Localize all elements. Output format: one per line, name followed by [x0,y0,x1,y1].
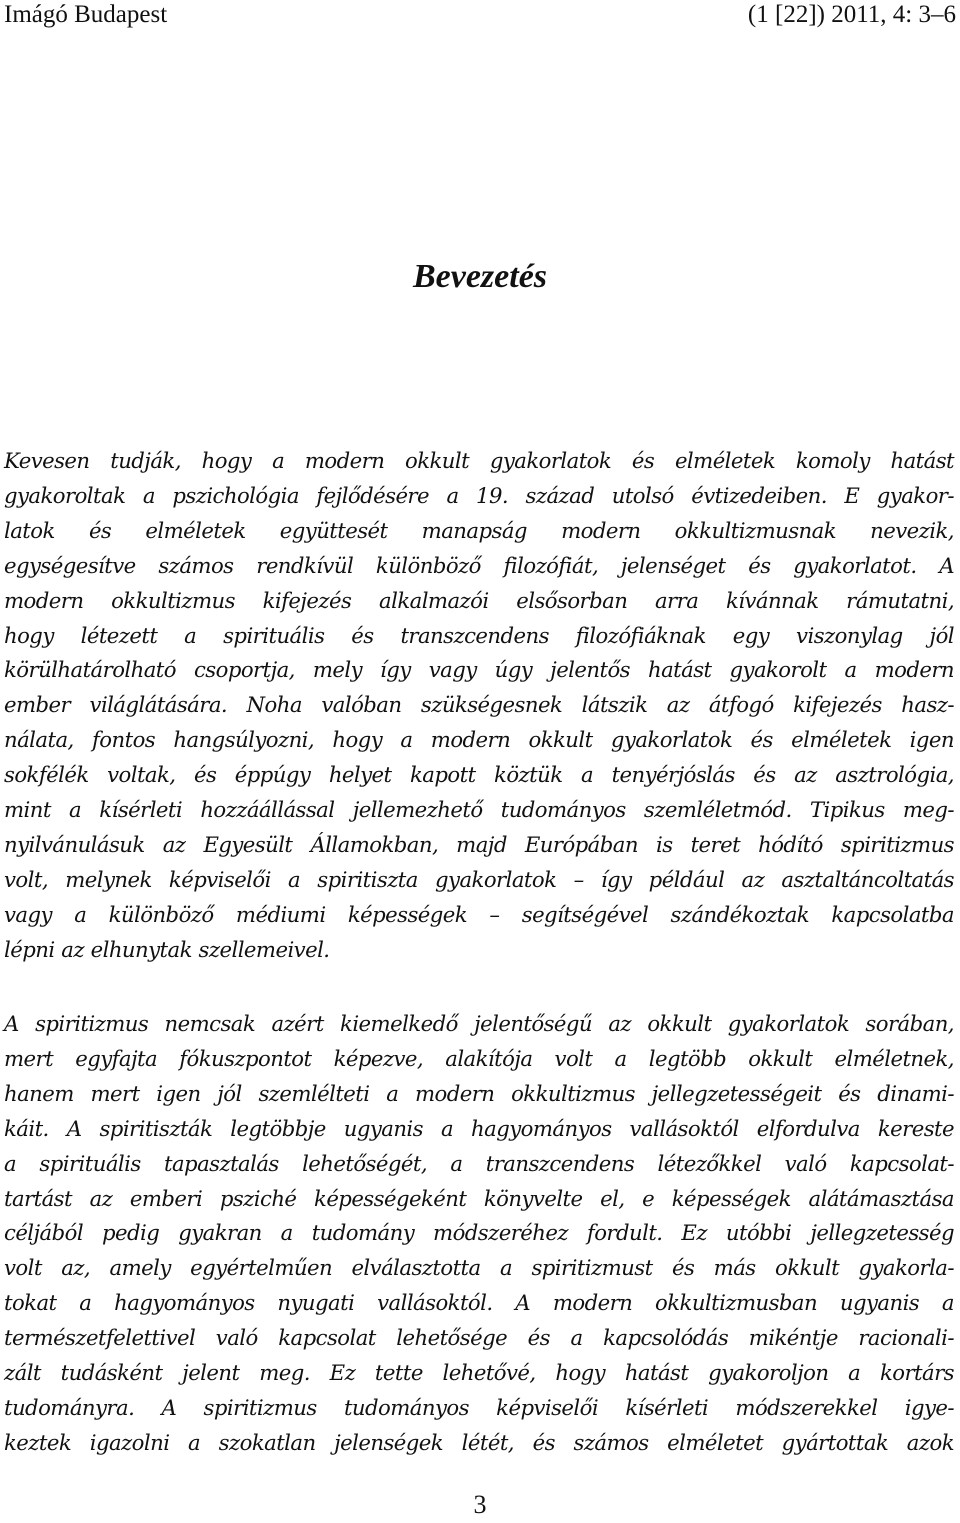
text-line: természetfelettivel való kapcsolat lehetősége és a kapcsolódás mikéntje racionali- [4,1325,954,1351]
journal-name: Imágó Budapest [4,1,168,28]
running-header [4,0,956,30]
text-line: modern okkultizmus kifejezés alkalmazói elsősorban arra kívánnak rámutatni, [4,587,954,613]
text-line: gyakoroltak a pszichológia fejlődésére a 19. század utolsó évtizedeiben. E gyakor- [4,482,954,508]
body-paragraph [4,444,954,968]
text-line: mint a kísérleti hozzáállással jellemezhető tudományos szemléletmód. Tipikus meg- [4,797,954,823]
text-line: A spiritizmus nemcsak azért kiemelkedő jelentőségű az okkult gyakorlatok sorában, [4,1011,954,1036]
text-line: nyilvánulásuk az Egyesült Államokban, majd Európában is teret hódító spiritizmus [4,831,954,857]
text-line: körülhatárolható csoportja, mely így vagy úgy jelentős hatást gyakorolt a modern [4,657,954,683]
text-line: egységesítve számos rendkívül különböző filozófiát, jelenséget és gyakorlatot. A [4,552,954,578]
text-line: keztek igazolni a szokatlan jelenségek létét, és számos elméletet gyártottak azok [4,1429,954,1455]
text-line: hanem mert igen jól szemlélteti a modern okkultizmus jellegzetességeit és dinami- [4,1080,954,1106]
text-line: latok és elméletek együttesét manapság modern okkultizmusnak nevezik, [4,517,954,543]
text-line: mert egyfajta fókuszpontot képezve, alakítója volt a legtöbb okkult elméletnek, [4,1045,954,1071]
text-line: Kevesen tudják, hogy a modern okkult gyakorlatok és elméletek komoly hatást [4,448,954,473]
text-line: céljából pedig gyakran a tudomány módszeréhez fordult. Ez utóbbi jellegzetesség [4,1220,954,1246]
page-number: 3 [473,1490,487,1519]
issue-info: (1 [22]) 2011, 4: 3–6 [747,1,956,28]
text-line: volt az, amely egyértelműen elválasztotta a spiritizmust és más okkult gyakorla- [4,1255,954,1281]
text-line: hogy létezett a spirituális és transzcendens filozófiáknak egy viszonylag jól [4,622,954,648]
text-line: lépni az elhunytak szellemeivel. [4,936,330,962]
text-line: tokat a hagyományos nyugati vallásoktól. A modern okkultizmusban ugyanis a [4,1290,954,1316]
text-line: vagy a különböző médiumi képességek – segítségével szándékoztak kapcsolatba [4,901,954,927]
body-paragraph [4,1007,954,1461]
text-line: a spirituális tapasztalás lehetőségét, a transzcendens létezőkkel való kapcsolat- [4,1150,954,1176]
text-line: sokfélék voltak, és éppúgy helyet kapott köztük a tenyérjóslás és az asztrológia, [4,762,954,788]
text-line: volt, melynek képviselői a spiritiszta gyakorlatok – így például az asztaltáncoltatás [4,866,954,892]
text-line: tartást az emberi psziché képességeként könyvelte el, e képességek alátámasztása [4,1185,954,1211]
text-line: zált tudásként jelent meg. Ez tette lehetővé, hogy hatást gyakoroljon a kortárs [4,1360,954,1386]
text-line: tudományra. A spiritizmus tudományos képviselői kísérleti módszerekkel igye- [4,1394,954,1420]
text-line: nálata, fontos hangsúlyozni, hogy a modern okkult gyakorlatok és elméletek igen [4,727,954,753]
article-title: Bevezetés [412,258,548,295]
text-line: ember világlátására. Noha valóban szükségesnek látszik az átfogó kifejezés hasz- [4,692,954,718]
text-line: káit. A spiritiszták legtöbbje ugyanis a hagyományos vallásoktól elfordulva kereste [4,1115,954,1141]
